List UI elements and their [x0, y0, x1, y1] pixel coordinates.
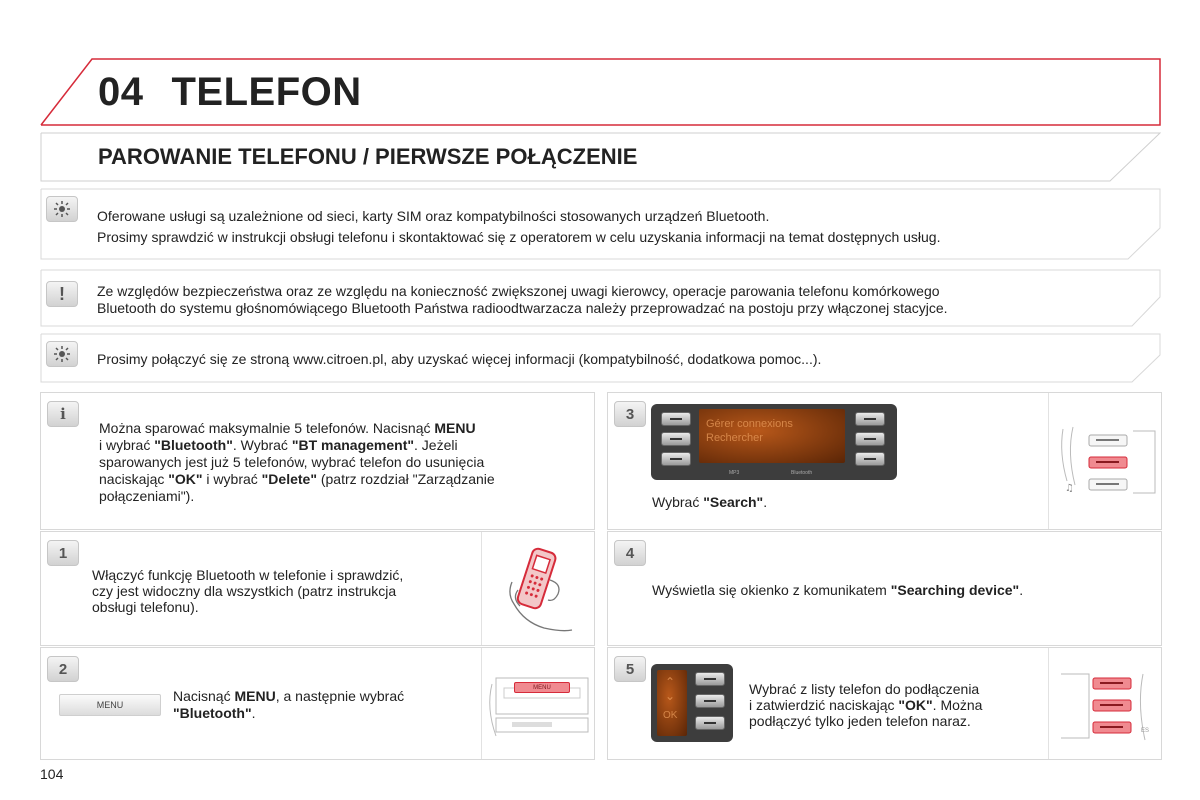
step-5-line-3: podłączyć tylko jeden telefon naraz. — [749, 713, 971, 729]
step-3-badge: 3 — [614, 401, 646, 427]
info-line-4: naciskając "OK" i wybrać "Delete" (patrz rozdział "Zarządzanie — [99, 471, 495, 487]
step-4-badge: 4 — [614, 540, 646, 566]
softkey-right-3 — [855, 452, 885, 466]
step-5-line-2: i zatwierdzić naciskając "OK". Można — [749, 697, 983, 713]
radio-illustration-frame — [481, 648, 595, 759]
step-2-badge: 2 — [47, 656, 79, 682]
softkey-right-2 — [855, 432, 885, 446]
info-line-5: połączeniami"). — [99, 488, 195, 504]
info-icon: i — [47, 401, 79, 427]
down-arrow-icon: ⌄ — [665, 689, 676, 703]
step-1-badge: 1 — [47, 540, 79, 566]
warning-exclamation-icon: ! — [46, 281, 78, 307]
chapter-name: TELEFON — [171, 70, 362, 114]
screen-line-2: Rechercher — [706, 432, 763, 444]
step-3-text: Wybrać "Search". — [652, 494, 768, 510]
note-2-line-2: Bluetooth do systemu głośnomówiącego Bluetooth Państwa radioodtwarzacza należy przeprowadzać na postoju przy włączonej stacyjce. — [97, 300, 948, 316]
info-line-1: Można sparować maksymalnie 5 telefonów. Nacisnąć MENU — [99, 420, 476, 436]
side-keys-icon — [1049, 393, 1163, 529]
ok-display-illustration — [651, 664, 733, 742]
note-1-line-1: Oferowane usługi są uzależnione od sieci, karty SIM oraz kompatybilności stosowanych urządzeń Bluetooth. — [97, 208, 770, 224]
tip-sun-icon — [46, 196, 78, 222]
svg-text:♫: ♫ — [1065, 483, 1074, 494]
info-line-2: i wybrać "Bluetooth". Wybrać "BT management". Jeżeli — [99, 437, 458, 453]
page-number: 104 — [40, 766, 64, 782]
phone-illustration-frame — [481, 532, 595, 645]
softkey-left-3 — [661, 452, 691, 466]
ok-keys-illustration-frame — [1048, 648, 1162, 759]
softkey-right-1 — [855, 412, 885, 426]
side-es-label: ES — [1141, 728, 1150, 734]
screen-ok-label: OK — [663, 710, 678, 721]
softkey-left-1 — [661, 412, 691, 426]
phone-in-hand-icon — [482, 532, 596, 645]
step-4-text: Wyświetla się okienko z komunikatem "Searching device". — [652, 582, 1024, 598]
radio-panel-icon — [482, 648, 596, 759]
step-5-badge: 5 — [614, 656, 646, 682]
softkey-3 — [695, 716, 725, 730]
chapter-title — [98, 70, 362, 115]
screen-line-1: Gérer connexions — [706, 418, 793, 430]
step-1-line-2: czy jest widoczny dla wszystkich (patrz instrukcja — [92, 583, 397, 599]
info-line-3: sparowanych jest już 5 telefonów, wybrać telefon do usunięcia — [99, 454, 485, 470]
keys-illustration-frame — [1048, 393, 1162, 529]
tip-sun-icon — [46, 341, 78, 367]
softkey-1 — [695, 672, 725, 686]
radio-menu-key-highlight: MENU — [514, 682, 570, 693]
note-2-line-1: Ze względów bezpieczeństwa oraz ze względu na konieczność zwiększonej uwagi kierowcy, operacje parowania telefonu komórkowego — [97, 283, 940, 299]
menu-button-illustration: MENU — [59, 694, 161, 716]
display-bluetooth-label: Bluetooth — [791, 470, 813, 476]
note-1-line-2: Prosimy sprawdzić w instrukcji obsługi telefonu i skontaktować się z operatorem w celu uzyskania informacji na temat dostępnych usług. — [97, 229, 941, 245]
step-1-line-1: Włączyć funkcję Bluetooth w telefonie i sprawdzić, — [92, 567, 404, 583]
section-title: PAROWANIE TELEFONU / PIERWSZE POŁĄCZENIE — [98, 144, 638, 169]
note-3-line-1: Prosimy połączyć się ze stroną www.citroen.pl, aby uzyskać więcej informacji (kompatybilność, dodatkowa pomoc...). — [97, 351, 822, 367]
step-5-line-1: Wybrać z listy telefon do podłączenia — [749, 681, 980, 697]
softkey-left-2 — [661, 432, 691, 446]
radio-display-illustration — [651, 404, 897, 480]
step-2-line-2: "Bluetooth". — [173, 705, 256, 721]
softkey-2 — [695, 694, 725, 708]
step-2-line-1: Nacisnąć MENU, a następnie wybrać — [173, 688, 405, 704]
step-1-line-3: obsługi telefonu). — [92, 599, 199, 615]
chapter-number: 04 — [98, 70, 144, 114]
right-keys-icon — [1049, 648, 1163, 759]
display-mp3-label: MP3 — [729, 470, 740, 476]
up-arrow-icon: ⌃ — [665, 675, 676, 689]
